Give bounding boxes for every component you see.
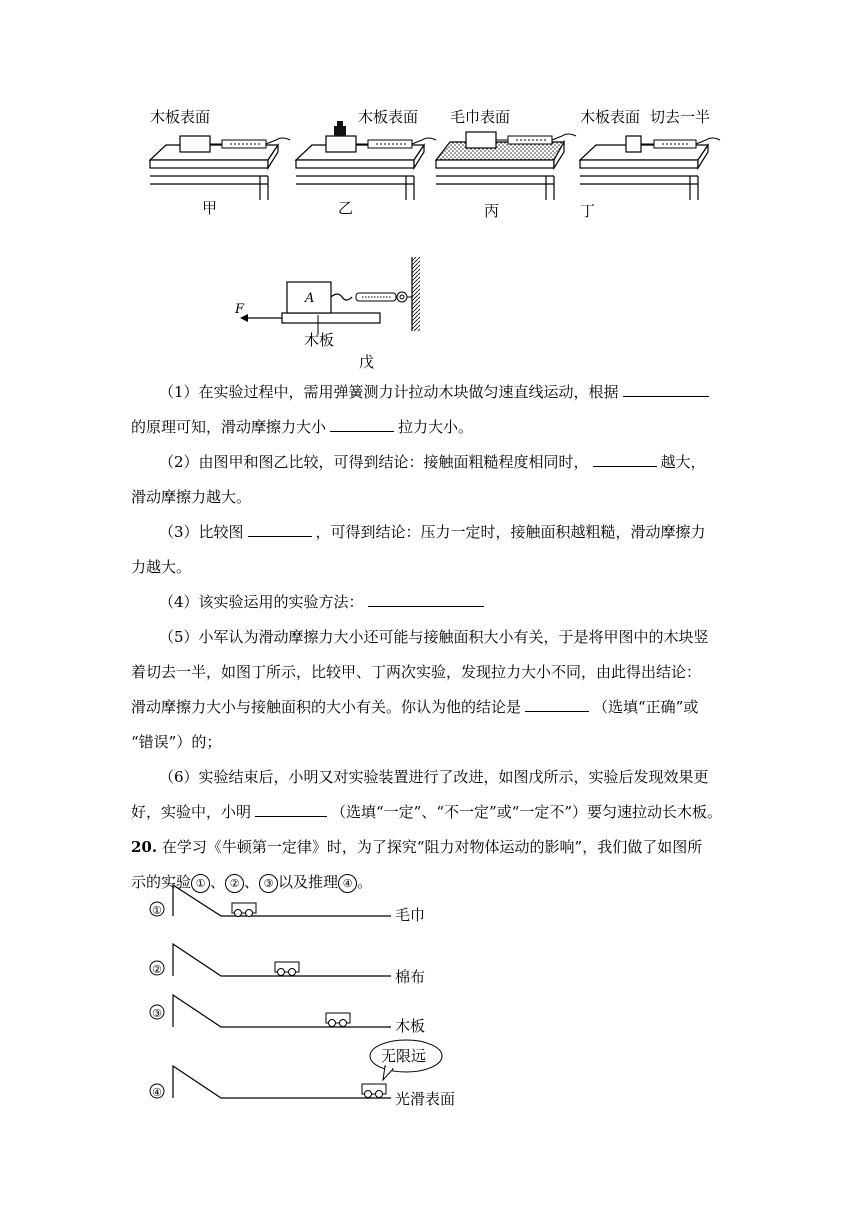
q19-part6: （6）实验结束后，小明又对实验装置进行了改进，如图戊所示，实验后发现效果更 好，实验中，小明 （选填“一定”、“不一定”或“一定不”）要匀速拉动长木板。 (131, 768, 723, 821)
answer-blank-2[interactable] (330, 413, 394, 432)
svg-text:①: ① (152, 904, 162, 917)
board-label: 木板 (304, 331, 335, 349)
surface-wood: 木板 (395, 1017, 426, 1035)
svg-text:③: ③ (152, 1007, 162, 1020)
svg-text:④: ④ (152, 1086, 162, 1099)
surface-label-bing: 毛巾表面 (450, 108, 511, 126)
force-label: F (235, 302, 245, 317)
answer-blank-7[interactable] (255, 798, 327, 817)
incline-row-2 (150, 944, 425, 986)
setup-bing (436, 108, 576, 220)
improved-setup-figure (230, 255, 430, 375)
caption-yi: 乙 (338, 199, 354, 217)
wood-block (326, 136, 356, 152)
answer-blank-6[interactable] (525, 693, 589, 712)
answer-blank-5[interactable] (368, 588, 484, 607)
block-a-label: A (305, 291, 315, 306)
incline-experiment-figure (145, 880, 475, 1110)
q19-part2: （2）由图甲和图乙比较，可得到结论：接触面粗糙程度相同时， 越大， 滑动摩擦力越大。 (131, 445, 731, 515)
q19-part1: （1）在实验过程中，需用弹簧测力计拉动木块做匀速直线运动，根据 的原理可知，滑动摩擦力大小 拉力大小。 (131, 375, 731, 445)
surface-smooth: 光滑表面 (395, 1090, 456, 1108)
surface-cotton: 棉布 (395, 968, 426, 986)
incline-row-3 (150, 995, 425, 1035)
incline-row-4 (150, 1040, 455, 1108)
answer-blank-1[interactable] (623, 378, 709, 397)
long-board (282, 313, 380, 323)
q20-stem: 20. 在学习《牛顿第一定律》时，为了探究“阻力对物体运动的影响”，我们做了如图所 示的实验 ① 、 ② 、 ③ 以及推理 ④ 。 (131, 838, 703, 891)
caption-bing: 丙 (484, 202, 500, 220)
wood-block (466, 132, 496, 148)
circle-number-4: ④ (338, 874, 357, 893)
caption-jia: 甲 (202, 199, 218, 217)
setup-ding (580, 108, 720, 220)
bubble-text: 无限远 (381, 1047, 427, 1065)
caption-wu: 戊 (359, 353, 375, 371)
caption-ding: 丁 (580, 202, 596, 220)
q19-part5: （5）小军认为滑动摩擦力大小还可能与接触面积大小有关，于是将甲图中的木块竖 着切去一半，如图丁所示，比较甲、丁两次实验，发现拉力大小不同，由此得出结论： 滑动摩擦力大小与接触面积的大小有关。你认为他的结论是 （选填“正确”或 “错误”）的； (131, 628, 709, 751)
surface-towel: 毛巾 (395, 906, 426, 924)
circle-number-3: ③ (259, 874, 278, 893)
answer-blank-4[interactable] (248, 518, 312, 537)
setup-jia (150, 108, 290, 217)
wood-block (180, 136, 210, 152)
answer-blank-3[interactable] (593, 448, 657, 467)
cut-half-label: 切去一半 (650, 108, 711, 126)
circle-number-1: ① (191, 874, 210, 893)
q19-part4: （4）该实验运用的实验方法： (131, 585, 731, 620)
half-wood-block (626, 136, 641, 152)
friction-experiment-figure (140, 100, 730, 225)
incline-row-1 (150, 885, 425, 924)
q19-part3: （3）比较图 ，可得到结论：压力一定时，接触面积越粗糙，滑动摩擦力 力越大。 (131, 515, 731, 585)
surface-label-ding: 木板表面 (580, 108, 641, 126)
weight (334, 126, 346, 136)
setup-yi (296, 108, 436, 217)
circle-number-2: ② (225, 874, 244, 893)
svg-text:②: ② (152, 963, 162, 976)
surface-label-yi: 木板表面 (358, 108, 419, 126)
surface-label-jia: 木板表面 (150, 108, 211, 126)
